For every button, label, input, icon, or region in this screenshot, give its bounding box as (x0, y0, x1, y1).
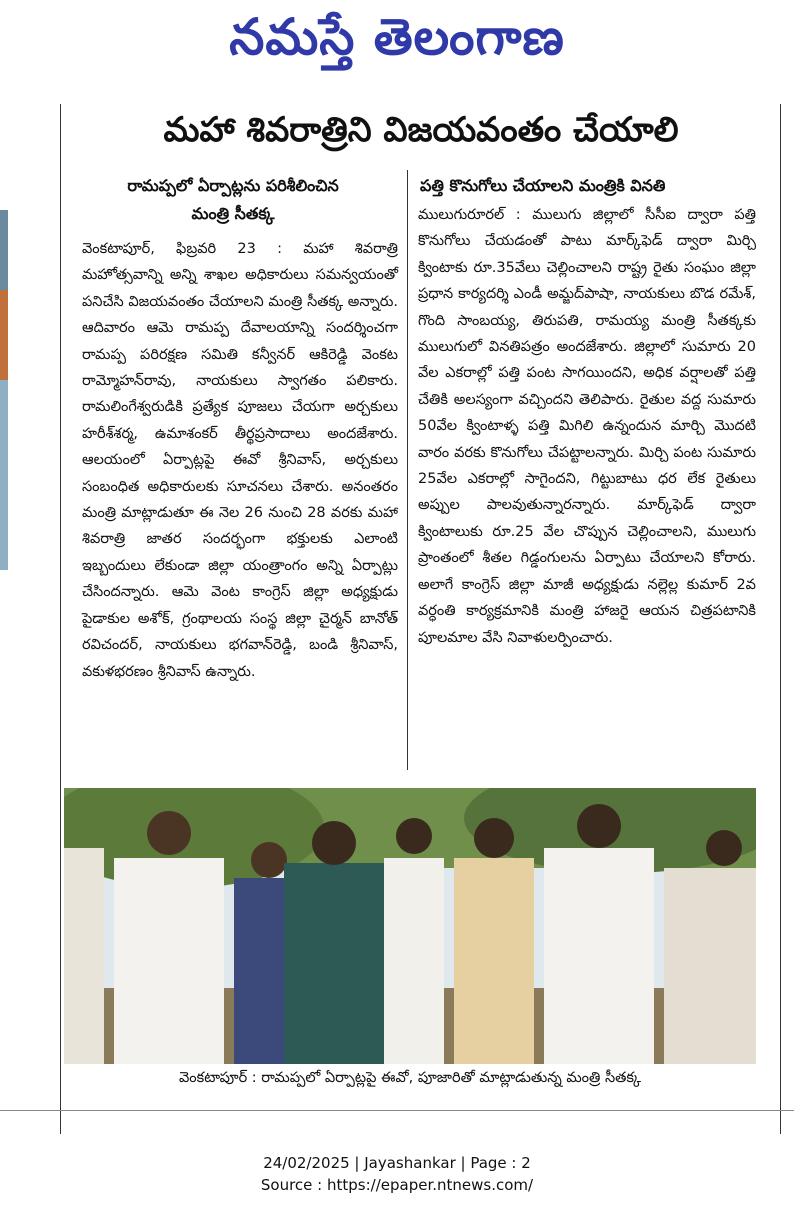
clip-border-right (780, 104, 781, 1134)
headline-text: మహా శివరాత్రిని విజయవంతం చేయాలి (163, 110, 679, 150)
article-headline (62, 104, 780, 162)
news-photo-image (64, 788, 756, 1064)
page-footer (0, 1152, 794, 1196)
masthead-title: నమస్తే తెలంగాణ (229, 8, 565, 66)
left-subhead-line2: మంత్రి సీతక్క (191, 204, 275, 223)
footer-source: Source : https://epaper.ntnews.com/ (260, 1176, 534, 1194)
footer-date-edition: 24/02/2025 | Jayashankar | Page : 2 (263, 1154, 531, 1172)
masthead (0, 0, 794, 78)
right-article-subhead: పత్తి కొనుగోలు చేయాలని మంత్రికి వినతి (420, 176, 666, 195)
photo-caption: వెంకటాపూర్ : రామప్పలో ఏర్పాట్లపై ఈవో, పూజారితో మాట్లాడుతున్న మంత్రి సీతక్క (178, 1070, 641, 1086)
news-photo (64, 788, 756, 1064)
column-divider (407, 170, 408, 770)
adjacent-clipping-image (0, 210, 10, 570)
left-subhead-line1: రామప్పలో ఏర్పాట్లను పరిశీలించిన (127, 176, 339, 195)
right-article-body: ములుగురూరల్ : ములుగు జిల్లాలో సీసీఐ ద్వారా పత్తి కొనుగోలు చేయడంతో పాటు మార్క్‌ఫెడ్ ద్వారా మిర్చి క్వింటాకు రూ.35వేలు చెల్లించాలని రాష్ట్ర రైతు సంఘం జిల్లా ప్రధాన కార్యదర్శి ఎండీ అమ్జద్‌పాషా, నాయకులు బొడ రమేశ్, గొంది సాంబయ్య, తిరుపతి, రామయ్య మంత్రి సీతక్కకు ములుగులో వినతిపత్రం అందజేశారు. జిల్లాలో సుమారు 20 వేల ఎకరాల్లో పత్తి పంట సాగయిందని, అధిక వర్షాలతో పత్తి చేతికి అలస్యంగా వచ్చిందని తెలిపారు. రైతుల వద్ద సుమారు 50వేల క్వింటాళ్ళ పత్తి మిగిలి ఉన్నందున మార్చి మొదటి వారం వరకు కొనుగోలు చేపట్టాలన్నారు. మిర్చి పంట సుమారు 25వేల ఎకరాల్లో సాగైందని, గిట్టుబాటు ధర లేక రైతులు అప్పుల పాలవుతున్నారన్నారు. మార్క్‌ఫెడ్ ద్వారా క్వింటాలుకు రూ.25 వేల చొప్పున చెల్లించాలని, ములుగు ప్రాంతంలో శీతల గిడ్డంగులను ఏర్పాటు చేయాలని కోరారు. అలాగే కాంగ్రెస్ జిల్లా మాజీ అధ్యక్షుడు నల్లెల్ల కుమార్ 2వ వర్ధంతి కార్యక్రమానికి మంత్రి హాజరై ఆయన చిత్రపటానికి పూలమాల వేసి నివాళులర్పించారు. (418, 207, 756, 646)
left-article-body: వెంకటాపూర్, ఫిబ్రవరి 23 : మహా శివరాత్రి మహోత్సవాన్ని అన్ని శాఖల అధికారులు సమన్వయంతో పనిచేసి విజయవంతం చేయాలని మంత్రి సీతక్క అన్నారు. ఆదివారం ఆమె రామప్ప దేవాలయాన్ని సందర్శించగా రామప్ప పరిరక్షణ సమితి కన్వీనర్ ఆకిరెడ్డి వెంకట రామ్మోహన్‌రావు, నాయకులు స్వాగతం పలికారు. రామలింగేశ్వరుడికి ప్రత్యేక పూజలు చేయగా అర్చకులు హరీశ్‌శర్మ, ఉమాశంకర్ తీర్థప్రసాదాలు అందజేశారు. ఆలయంలో ఏర్పాట్లపై ఈవో శ్రీనివాస్, అర్చకులు సంబంధిత అధికారులకు సూచనలు చేశారు. అనంతరం మంత్రి మాట్లాడుతూ ఈ నెల 26 నుంచి 28 వరకు మహా శివరాత్రి జాతర సందర్భంగా భక్తులకు ఎలాంటి ఇబ్బందులు లేకుండా జిల్లా యంత్రాంగం అన్ని ఏర్పాట్లు చేసిందన్నారు. ఆమె వెంట కాంగ్రెస్ జిల్లా అధ్యక్షుడు పైడాకుల అశోక్, గ్రంథాలయ సంస్థ జిల్లా చైర్మన్ బానోత్ రవిచందర్, నాయకులు భగవాన్‌రెడ్డి, బండి శ్రీనివాస్, వకుళభరణం శ్రీనివాస్ ఉన్నారు. (82, 241, 398, 680)
bottom-rule (0, 1110, 794, 1111)
adjacent-clipping-edge (0, 210, 10, 570)
clip-border-left (60, 104, 61, 1134)
left-article-subhead (68, 172, 398, 228)
